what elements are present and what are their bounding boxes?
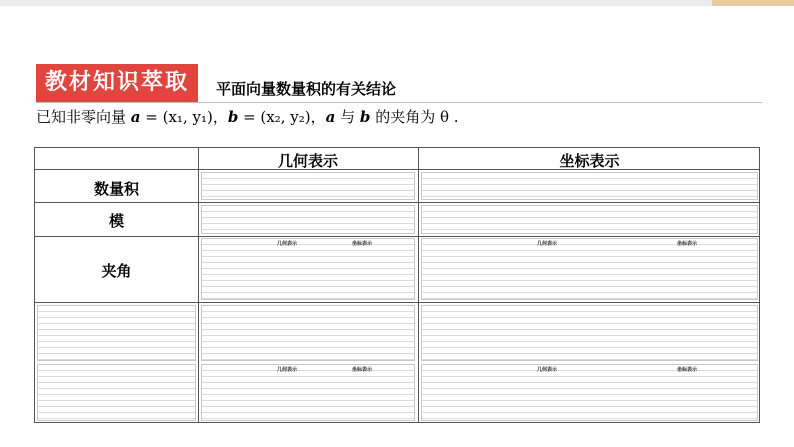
premise-part: 的夹角为 θ . <box>370 108 459 126</box>
row-label-modulus: 模 <box>108 212 124 230</box>
divider-line <box>36 102 762 103</box>
nested-header: 几何表示 <box>537 241 558 247</box>
table-rule <box>35 202 759 203</box>
column-header-coordinate: 坐标表示 <box>559 152 620 170</box>
nested-header: 几何表示 <box>277 367 298 373</box>
table-rule <box>35 236 759 237</box>
row-label-angle: 夹角 <box>101 262 132 280</box>
table-rule <box>35 302 759 303</box>
column-header-geometric: 几何表示 <box>277 152 338 170</box>
premise-part: = (x₁, y₁)， <box>140 108 228 126</box>
premise-part: 已知非零向量 <box>36 108 131 126</box>
top-decor-accent <box>712 0 794 6</box>
row-label-dot-product: 数量积 <box>93 180 139 198</box>
nested-table-thumbnail <box>37 364 196 421</box>
nested-table-thumbnail <box>201 305 415 361</box>
vector-a: a <box>325 108 336 126</box>
table-rule <box>198 148 199 422</box>
nested-table-thumbnail <box>201 238 415 300</box>
nested-header: 坐标表示 <box>677 367 698 373</box>
conclusion-table <box>34 147 760 423</box>
section-tag: 教材知识萃取 <box>36 64 198 102</box>
nested-table-thumbnail <box>421 238 758 300</box>
nested-table-thumbnail <box>201 364 415 421</box>
nested-header: 坐标表示 <box>352 367 373 373</box>
slide-subtitle: 平面向量数量积的有关结论 <box>216 80 397 98</box>
premise-part: 与 <box>335 108 360 126</box>
premise-text <box>36 106 459 127</box>
nested-header: 几何表示 <box>537 367 558 373</box>
nested-table-thumbnail <box>421 205 758 234</box>
premise-part: = (x₂, y₂)， <box>238 108 326 126</box>
nested-table-thumbnail <box>421 364 758 421</box>
vector-b: b <box>227 108 239 126</box>
nested-header: 坐标表示 <box>677 241 698 247</box>
nested-header: 几何表示 <box>277 241 298 247</box>
nested-table-thumbnail <box>201 172 415 200</box>
top-decor-bar <box>0 0 794 6</box>
nested-header: 坐标表示 <box>352 241 373 247</box>
nested-table-thumbnail <box>37 305 196 361</box>
nested-table-thumbnail <box>421 172 758 200</box>
table-rule <box>418 148 419 422</box>
nested-table-thumbnail <box>421 305 758 361</box>
vector-a: a <box>130 108 141 126</box>
nested-table-thumbnail <box>201 205 415 234</box>
vector-b: b <box>359 108 371 126</box>
